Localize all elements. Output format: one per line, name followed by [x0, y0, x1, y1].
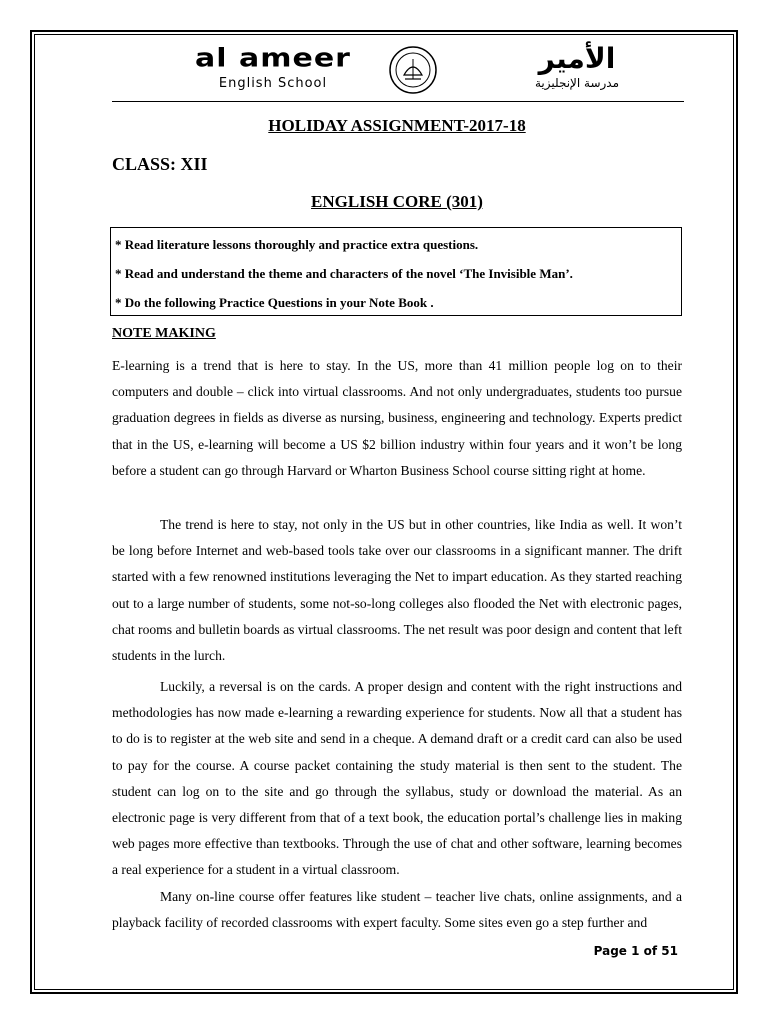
- subject-title: ENGLISH CORE (301): [311, 192, 483, 211]
- instruction-item: * Read and understand the theme and characters of the novel ‘The Invisible Man’.: [115, 266, 573, 281]
- doc-title: HOLIDAY ASSIGNMENT-2017-18: [268, 116, 526, 135]
- instructions-box: [110, 227, 682, 316]
- paragraph: Luckily, a reversal is on the cards. A proper design and content with the right instructions and methodologies has now made e-learning a rewarding experience for students. Now all that a student has to do is to register at the web site and send in a cheque. A demand draft or a credit card can also be used to pay for the course. A course packet containing the study material is then sent to the student. The student can log on to the site and go through the syllabus, study or download the material. As an electronic page is very different from that of a text book, the education portal’s challenge lies in making web pages more effective than textbooks. Through the use of chat and other software, learning becomes a real experience for a student in a virtual classroom.: [112, 679, 682, 878]
- brand-name-en: al ameer: [195, 43, 351, 74]
- brand-english: [168, 44, 378, 91]
- page-number: Page 1 of 51: [593, 944, 678, 958]
- paragraph: E-learning is a trend that is here to stay. In the US, more than 41 million people log on to their computers and double – click into virtual classrooms. And not only undergraduates, students too pursue graduation degrees in fields as diverse as nursing, business, engineering and technology. Experts predict that in the US, e-learning will become a US $2 billion industry within four years and it won’t be long before a student can go through Harvard or Wharton Business School course sitting right at home.: [112, 358, 682, 478]
- instruction-item: * Do the following Practice Questions in your Note Book .: [115, 295, 434, 310]
- instruction-item: * Read literature lessons thoroughly and practice extra questions.: [115, 237, 479, 252]
- school-header: [112, 40, 684, 102]
- class-label: CLASS: XII: [112, 154, 208, 174]
- header-divider: [112, 101, 684, 102]
- paragraph: Many on-line course offer features like student – teacher live chats, online assignments, and a playback facility of recorded classrooms with expert faculty. Some sites even go a step further and: [112, 889, 682, 931]
- paragraph: The trend is here to stay, not only in the US but in other countries, like India as well. It won’t be long before Internet and web-based tools take over our classrooms in a significant manner. The drift started with a few renowned institutions leveraging the Net to impart education. As they started reaching out to a large number of students, some not-so-long colleges also flooded the Net with electronic pages, chat rooms and bulletin boards as virtual classrooms. The net result was poor design and content that left students in the lurch.: [112, 517, 682, 664]
- brand-sub-ar: مدرسة الإنجليزية: [534, 76, 620, 90]
- brand-sub-en: English School: [218, 76, 328, 91]
- section-heading: NOTE MAKING: [112, 326, 216, 341]
- brand-arabic: [472, 44, 682, 90]
- school-crest-icon: [388, 45, 438, 95]
- brand-name-ar: الأمير: [538, 42, 616, 75]
